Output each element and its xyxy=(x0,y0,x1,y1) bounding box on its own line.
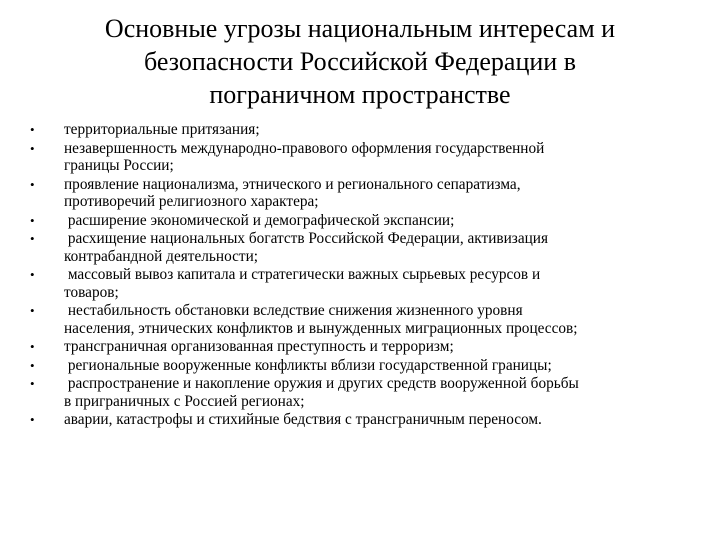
list-item xyxy=(30,176,690,211)
bullet-icon: • xyxy=(30,176,35,192)
list-item-text: региональные вооруженные конфликты вблизи государственной границы; xyxy=(64,356,552,374)
list-item-text: территориальные притязания; xyxy=(64,121,260,138)
bullet-icon: • xyxy=(30,122,35,137)
list-item xyxy=(30,338,690,356)
list-item-text: расхищение национальных богатств Российской Федерации, активизация контрабандной деятельности; xyxy=(64,230,549,265)
slide-title: Основные угрозы национальным интересам и безопасности Российской Федерации в пограничном пространстве xyxy=(104,14,616,109)
list-item-text: трансграничная организованная преступность и терроризм; xyxy=(64,338,454,355)
bullet-icon: • xyxy=(30,267,35,282)
list-item xyxy=(30,411,690,429)
list-item xyxy=(30,140,690,175)
list-item-text: массовый вывоз капитала и стратегически важных сырьевых ресурсов и товаров; xyxy=(64,266,541,301)
list-item-text: распространение и накопление оружия и других средств вооруженной борьбы в приграничных с Россией регионах; xyxy=(64,375,579,410)
bullet-icon: • xyxy=(30,339,35,354)
bullet-icon: • xyxy=(30,412,35,427)
list-item xyxy=(30,302,690,337)
list-item-text: аварии, катастрофы и стихийные бедствия с трансграничным переносом. xyxy=(64,411,542,428)
bullet-icon: • xyxy=(30,376,35,391)
list-item-text: незавершенность международно-правового оформления государственной границы России; xyxy=(64,139,545,174)
list-item xyxy=(30,230,690,265)
bullet-icon: • xyxy=(30,140,35,156)
list-item xyxy=(30,266,690,301)
bullet-icon: • xyxy=(30,231,35,246)
list-item xyxy=(30,212,690,230)
list-item-text: проявление национализма, этнического и регионального сепаратизма, противоречий религиозного характера; xyxy=(64,175,521,210)
threats-list xyxy=(30,121,690,430)
list-item xyxy=(30,375,690,410)
list-item-text: расширение экономической и демографической экспансии; xyxy=(64,211,455,229)
list-item xyxy=(30,121,690,139)
bullet-icon: • xyxy=(30,357,35,373)
bullet-icon: • xyxy=(30,212,35,228)
list-item xyxy=(30,357,690,375)
bullet-icon: • xyxy=(30,303,35,318)
list-item-text: нестабильность обстановки вследствие снижения жизненного уровня населения, этнических конфликтов и вынужденных миграционных процессов; xyxy=(64,302,578,337)
